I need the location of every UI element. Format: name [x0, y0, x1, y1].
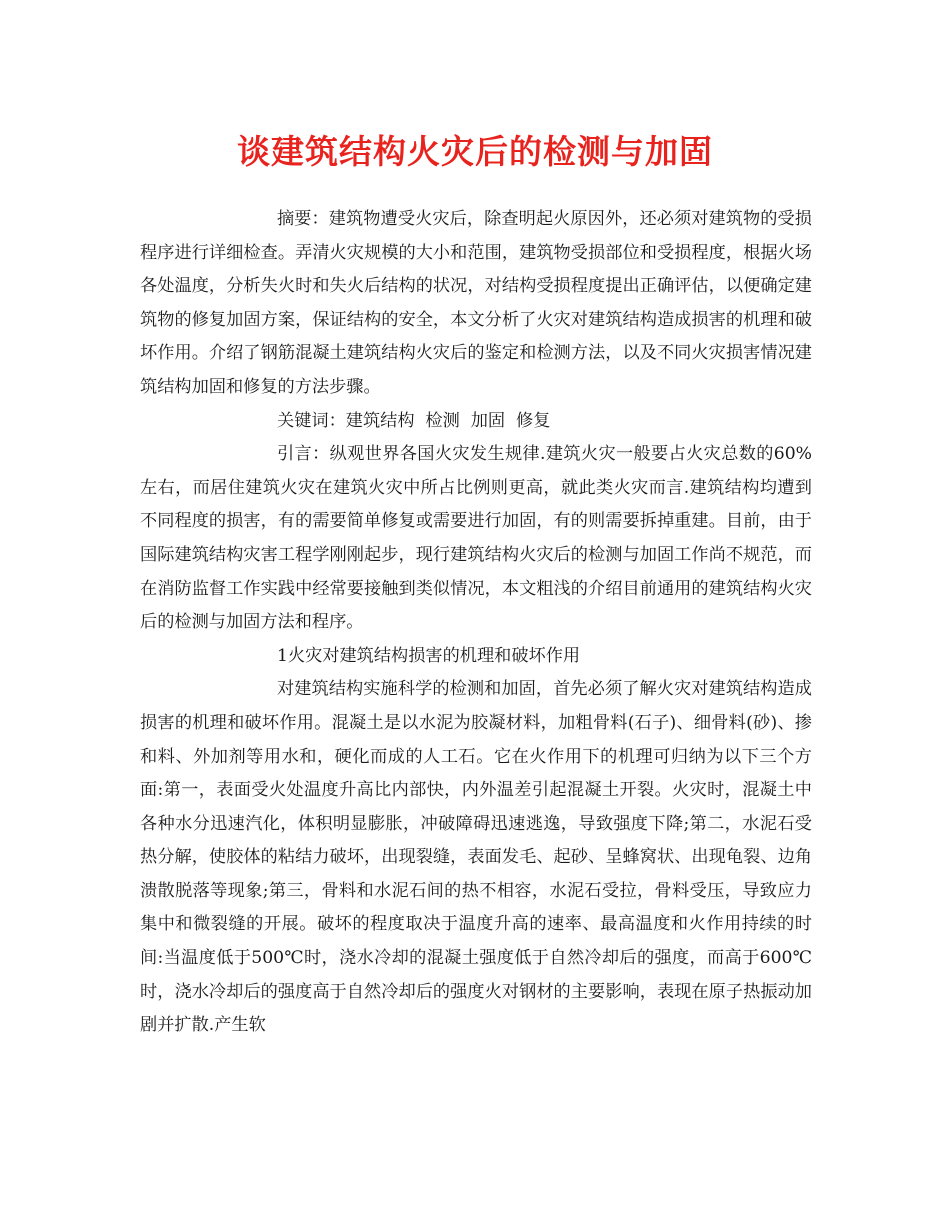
section1-heading: 1火灾对建筑结构损害的机理和破坏作用 — [277, 645, 581, 666]
intro-paragraph: 引言：纵观世界各国火灾发生规律.建筑火灾一般要占火灾总数的60%左右，而居住建筑火灾在建筑火灾中所占比例则更高，就此类火灾而言.建筑结构均遭到不同程度的损害，有的需要简单修复或需要进行加固，有的则需要拆掉重建。目前，由于国际建筑结构灾害工程学刚刚起步，现行建筑结构火灾后的检测与加固工作尚不规范，而在消防监督工作实践中经常要接触到类似情况，本文粗浅的介绍目前通用的建筑结构火灾后的检测与加固方法和程序。 — [140, 444, 812, 633]
document-title: 谈建筑结构火灾后的检测与加固 — [237, 132, 713, 171]
abstract-paragraph: 摘要：建筑物遭受火灾后，除查明起火原因外，还必须对建筑物的受损程序进行详细检查。弄清火灾规模的大小和范围，建筑物受损部位和受损程度，根据火场各处温度，分析失火时和失火后结构的状况，对结构受损程度提出正确评估，以便确定建筑物的修复加固方案，保证结构的安全，本文分析了火灾对建筑结构造成损害的机理和破坏作用。介绍了钢筋混凝土建筑结构火灾后的鉴定和检测方法，以及不同火灾损害情况建筑结构加固和修复的方法步骤。 — [140, 209, 812, 397]
keywords-paragraph: 关键词：建筑结构 检测 加固 修复 — [277, 410, 551, 431]
section1-paragraph: 对建筑结构实施科学的检测和加固，首先必须了解火灾对建筑结构造成损害的机理和破坏作用。混凝土是以水泥为胶凝材料，加粗骨料(石子)、细骨料(砂)、掺和料、外加剂等用水和，硬化而成的人工石。它在火作用下的机理可归纳为以下三个方面:第一，表面受火处温度升高比内部快，内外温差引起混凝土开裂。火灾时，混凝土中各种水分迅速汽化，体积明显膨胀，冲破障碍迅速逃逸，导致强度下降;第二，水泥石受热分解，使胶体的粘结力破坏，出现裂缝，表面发毛、起砂、呈蜂窝状、出现龟裂、边角溃散脱落等现象;第三，骨料和水泥石间的热不相容，水泥石受拉，骨料受压，导致应力集中和微裂缝的开展。破坏的程度取决于温度升高的速率、最高温度和火作用持续的时间:当温度低于500℃时，浇水冷却的混凝土强度低于自然冷却后的强度，而高于600℃时，浇水冷却后的强度高于自然冷却后的强度火对钢材的主要影响，表现在原子热振动加剧并扩散.产生软 — [140, 679, 812, 1036]
document-body — [140, 203, 812, 1043]
